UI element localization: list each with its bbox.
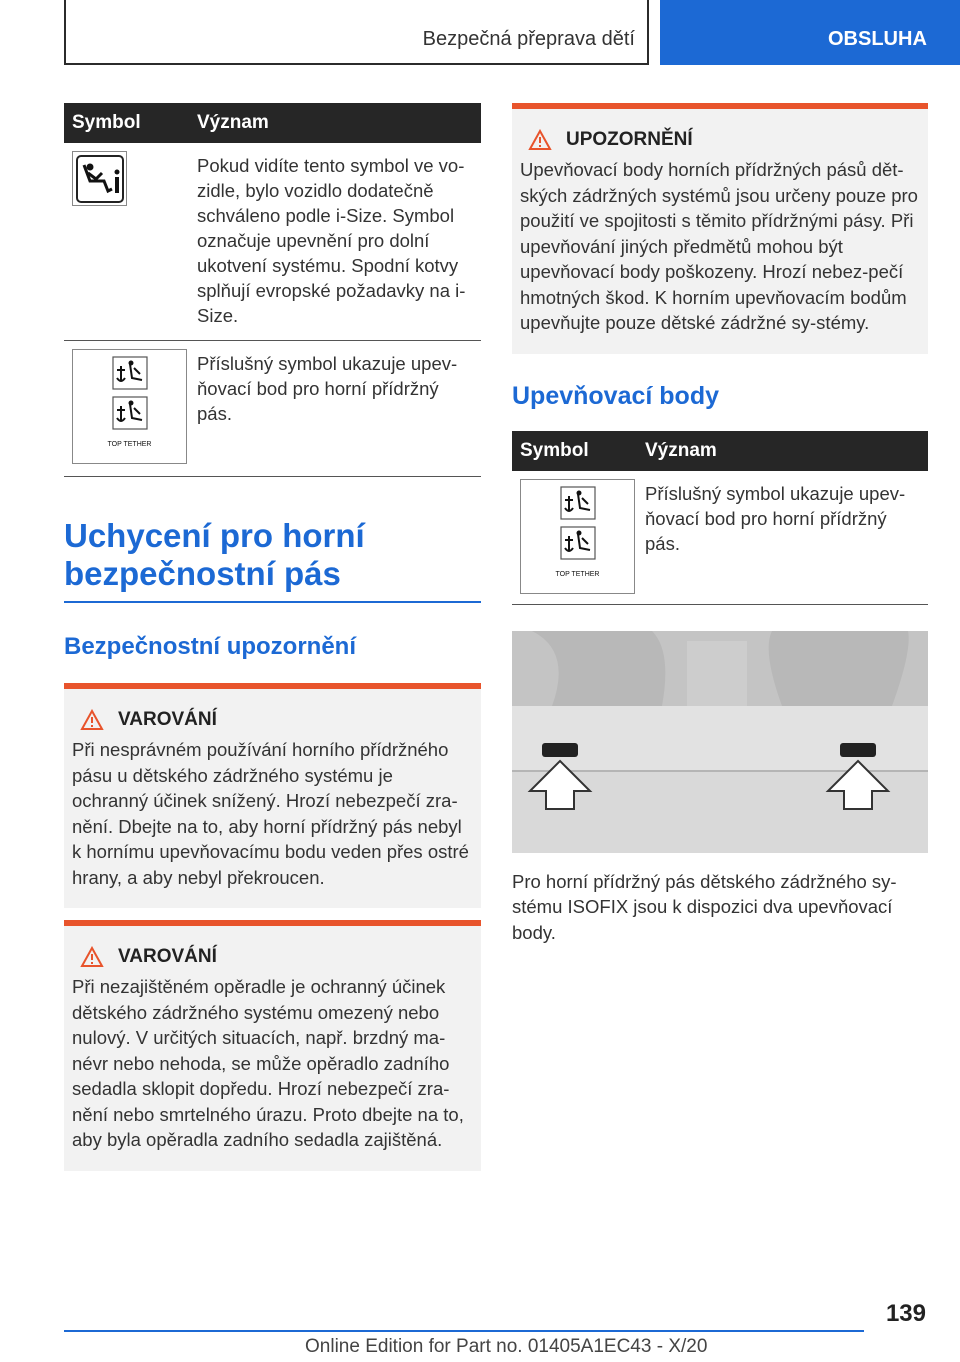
right-column [512,103,928,945]
header-chapter-tab [660,0,960,65]
footer-divider [64,1330,864,1332]
top-tether-anchor-icon [72,349,187,464]
warning-title: VAROVÁNÍ [118,946,217,967]
warning-triangle-icon [528,129,552,151]
isize-child-seat-icon [72,151,127,206]
left-column [64,103,481,1171]
row-meaning-text: Pokud vidíte tento symbol ve vo-zidle, bylo vozidlo dodatečně schváleno podle i-Size. Symbol označuje upevnění pro dolní ukotvení systému. Spodní kotvy splňují evropské požadavky na i-Size. [187,143,481,341]
row-meaning-text: Příslušný symbol ukazuje upev-ňovací bod pro horní přídržný pás. [635,471,928,605]
footer-edition-text: Online Edition for Part no. 01405A1EC43 - X/20 [305,1336,708,1357]
col-meaning-header: Význam [635,431,928,471]
icon-caption: TOP TETHER [107,441,152,448]
warning-box [64,920,481,1171]
anchor-heading: Upevňovací body [512,381,719,410]
page-number: 139 [885,1300,926,1327]
symbol-table-right [512,431,928,605]
warning-text: Při nesprávném používání horního přídržného pásu u dětského zádržného systému je ochranný účinek snížený. Hrozí nebezpečí zra-nění. Dbejte na to, aby horní přídržný pás nebyl k hornímu upevňovacímu bodu veden přes ostré hrany, a aby nebyl překroucen. [72,739,469,888]
header-section-title: Bezpečná přeprava dětí [422,28,635,50]
warning-text: Při nezajištěném opěradle je ochranný účinek dětského zádržného systému omezený nebo nulový. V určitých situacích, např. brzdný ma-névr nebo nehoda, se může opěradlo zadního sedadla sklopit dopředu. Hrozí nebezpečí zra-nění nebo smrtelného úrazu. Proto dbejte na to, aby byla opěradla zadního sedadla zajištěná. [72,976,464,1150]
rear-seat-anchor-photo [512,631,928,853]
col-symbol-header: Symbol [64,103,187,143]
notice-box [512,103,928,354]
warning-title: VAROVÁNÍ [118,709,217,730]
section-title: Uchycení pro horní bezpečnostní pás [64,517,481,603]
header-box [64,0,649,65]
icon-caption: TOP TETHER [555,570,600,578]
header-tab-label: OBSLUHA [828,28,927,50]
col-symbol-header: Symbol [512,431,635,471]
notice-text: Upevňovací body horních přídržných pásů dět-ských zádržných systémů jsou určeny pouze pro použití ve spojitosti s těmito přídržnými pásy. Při upevňování jiných předmětů mohou být upevňovací body poškozeny. Hrozí nebez-pečí hmotných škod. K horním upevňovacím bodům upevňujte pouze dětské zádržné sy-stémy. [520,159,918,333]
warning-triangle-icon [80,946,104,968]
row-meaning-text: Příslušný symbol ukazuje upev-ňovací bod pro horní přídržný pás. [187,341,481,477]
table-row [64,341,481,477]
table-row [512,471,928,605]
table-row [64,143,481,341]
top-tether-anchor-icon [520,479,635,594]
photo-caption: Pro horní přídržný pás dětského zádržného sy-stému ISOFIX jsou k dispozici dva upevňovací body. [512,870,897,943]
safety-heading: Bezpečnostní upozornění [64,633,357,660]
symbol-table-left [64,103,481,477]
warning-box [64,683,481,908]
col-meaning-header: Význam [187,103,481,143]
warning-triangle-icon [80,709,104,731]
notice-title: UPOZORNĚNÍ [566,129,693,150]
